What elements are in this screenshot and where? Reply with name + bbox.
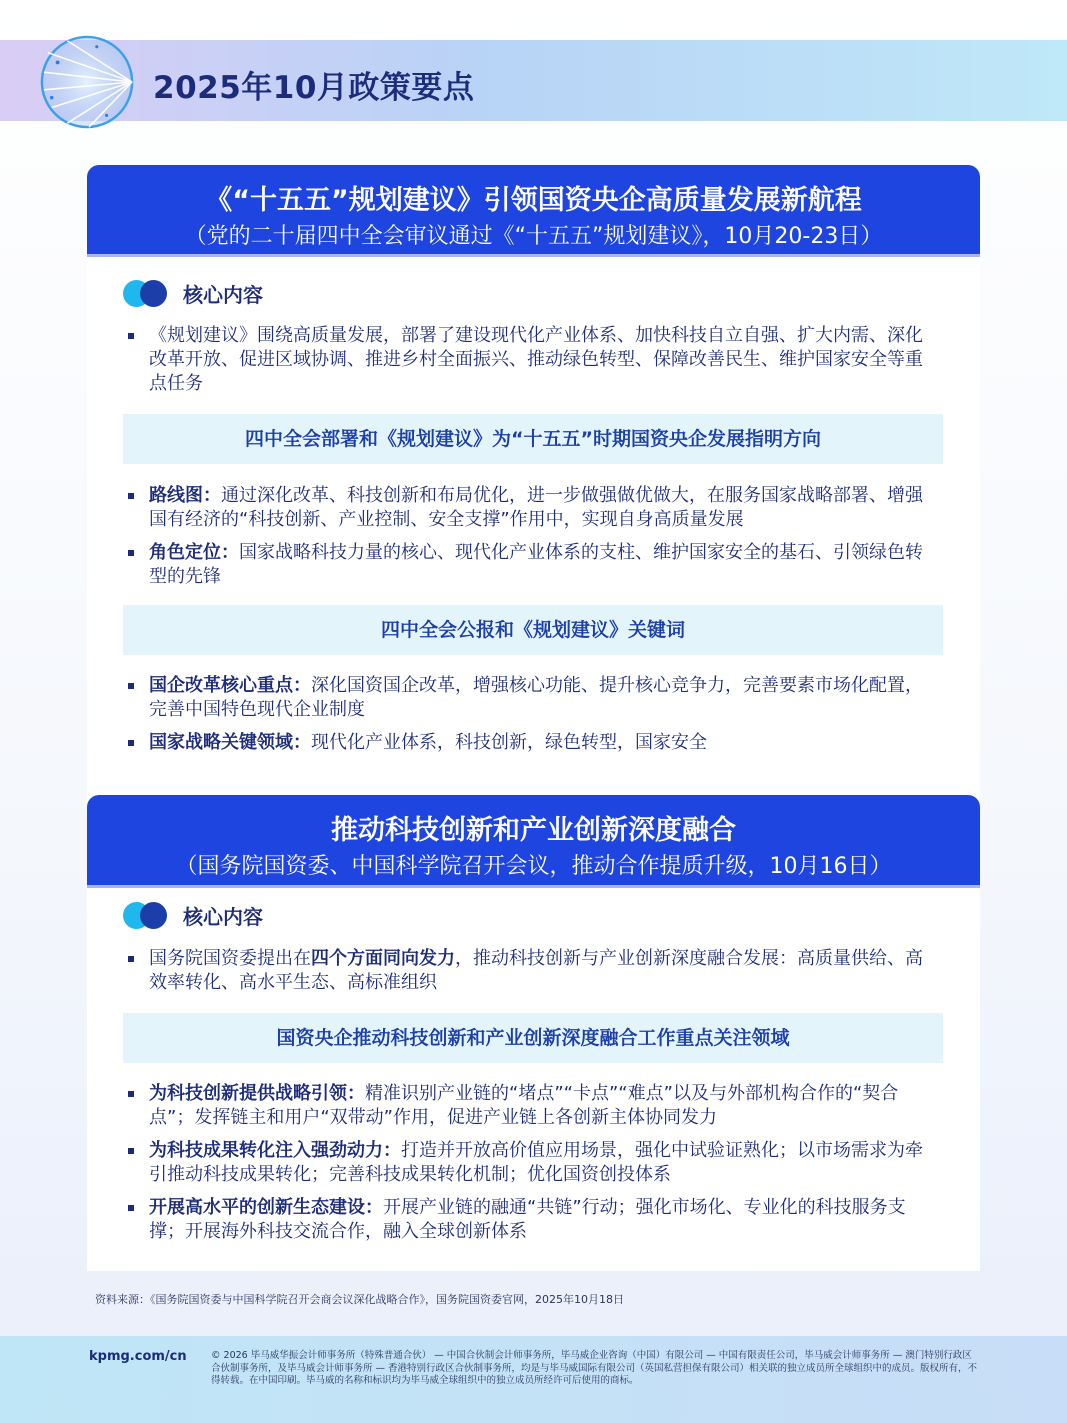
section-1-subheading-2: 四中全会公报和《规划建议》关键词 — [123, 605, 943, 655]
section-1-subtitle: （党的二十届四中全会审议通过《“十五五”规划建议》，10月20-23日） — [184, 224, 883, 249]
core-content-text: 核心内容 — [183, 904, 263, 929]
section-1-subheading-1: 四中全会部署和《规划建议》为“十五五”时期国资央企发展指明方向 — [123, 414, 943, 464]
section-2-title: 推动科技创新和产业创新深度融合 — [331, 815, 736, 846]
bullet-text: 国务院国资委提出在 — [149, 948, 311, 969]
footer-legal-text: © 2026 毕马威华振会计师事务所（特殊普通合伙） — 中国合伙制会计师事务所，毕马威企业咨询（中国）有限公司 — 中国有限责任公司，毕马威会计师事务所 — 澳门特别行政区合伙制事务所，及毕马威会计师事务所 — 香港特别行政区合伙制事务所，均是与毕马威国际有限公司（英国私营担保有限公司）相关联的独立成员所全球组织中的成员。版权所有，不得转载。在中国印刷。毕马威的名称和标识均为毕马威全球组织中的独立成员所经许可后使用的商标。 — [211, 1350, 978, 1386]
list-item — [128, 1082, 940, 1130]
section-2-list-1 — [128, 1082, 940, 1244]
bullet-label: 为科技创新提供战略引领： — [149, 1083, 365, 1104]
bullet-emphasis: 四个方面同向发力 — [311, 948, 455, 969]
list-item — [128, 947, 940, 995]
bullet-label: 国家战略关键领域： — [149, 732, 311, 753]
bullet-label: 国企改革核心重点： — [149, 675, 311, 696]
section-1-core-list — [128, 324, 940, 396]
page-title: 2025年10月政策要点 — [153, 70, 475, 106]
section-1-title: 《“十五五”规划建议》引领国资央企高质量发展新航程 — [205, 185, 862, 216]
dots-icon — [123, 279, 169, 307]
kpmg-link[interactable]: kpmg.com/cn — [89, 1349, 187, 1364]
bullet-text: 通过深化改革、科技创新和布局优化，进一步做强做优做大，在服务国家战略部署、增强国有经济的“科技创新、产业控制、安全支撑”作用中，实现自身高质量发展 — [149, 485, 923, 530]
core-content-label-1 — [123, 279, 263, 307]
section-1-header — [87, 165, 980, 257]
bullet-text: 国家战略科技力量的核心、现代化产业体系的支柱、维护国家安全的基石、引领绿色转型的先锋 — [149, 542, 923, 587]
bullet-label: 开展高水平的创新生态建设： — [149, 1197, 383, 1218]
bullet-label: 路线图： — [149, 485, 221, 506]
section-2-subtitle: （国务院国资委、中国科学院召开会议，推动合作提质升级，10月16日） — [175, 854, 892, 879]
list-item — [128, 1139, 940, 1187]
bullet-label: 为科技成果转化注入强劲动力： — [149, 1140, 401, 1161]
section-1-list-1 — [128, 484, 940, 589]
dots-icon — [123, 901, 169, 929]
bullet-text: ，推动科技创新与产业创新深度融合发展：高质量供给、高效率转化、高水平生态、高标准组织 — [149, 948, 923, 993]
list-item — [128, 324, 940, 396]
bullet-text: 开展产业链的融通“共链”行动；强化市场化、专业化的科技服务支撑；开展海外科技交流合作，融入全球创新体系 — [149, 1197, 906, 1242]
list-item — [128, 541, 940, 589]
core-content-text: 核心内容 — [183, 282, 263, 307]
bullet-text: 精准识别产业链的“堵点”“卡点”“难点”以及与外部机构合作的“契合点”；发挥链主和用户“双带动”作用，促进产业链上各创新主体协同发力 — [149, 1083, 899, 1128]
section-2-subheading-1: 国资央企推动科技创新和产业创新深度融合工作重点关注领域 — [123, 1013, 943, 1063]
list-item — [128, 1196, 940, 1244]
source-note: 资料来源：《国务院国资委与中国科学院召开会商会议深化战略合作》，国务院国资委官网，2025年10月18日 — [95, 1293, 624, 1306]
bullet-label: 角色定位： — [149, 542, 239, 563]
bullet-text: 《规划建议》围绕高质量发展，部署了建设现代化产业体系、加快科技自立自强、扩大内需、深化改革开放、促进区域协调、推进乡村全面振兴、推动绿色转型、保障改善民生、维护国家安全等重点任务 — [149, 325, 923, 394]
list-item — [128, 674, 940, 722]
bullet-text: 现代化产业体系，科技创新，绿色转型，国家安全 — [311, 732, 707, 753]
core-content-label-2 — [123, 901, 263, 929]
section-1-list-2 — [128, 674, 940, 755]
bullet-text: 深化国资国企改革，增强核心功能、提升核心竞争力，完善要素市场化配置，完善中国特色现代企业制度 — [149, 675, 923, 720]
list-item — [128, 484, 940, 532]
section-2-core-list — [128, 947, 940, 995]
list-item — [128, 731, 940, 755]
section-2-header — [87, 795, 980, 888]
bullet-text: 打造并开放高价值应用场景，强化中试验证熟化；以市场需求为牵引推动科技成果转化；完善科技成果转化机制；优化国资创投体系 — [149, 1140, 923, 1185]
globe-icon — [38, 33, 136, 131]
